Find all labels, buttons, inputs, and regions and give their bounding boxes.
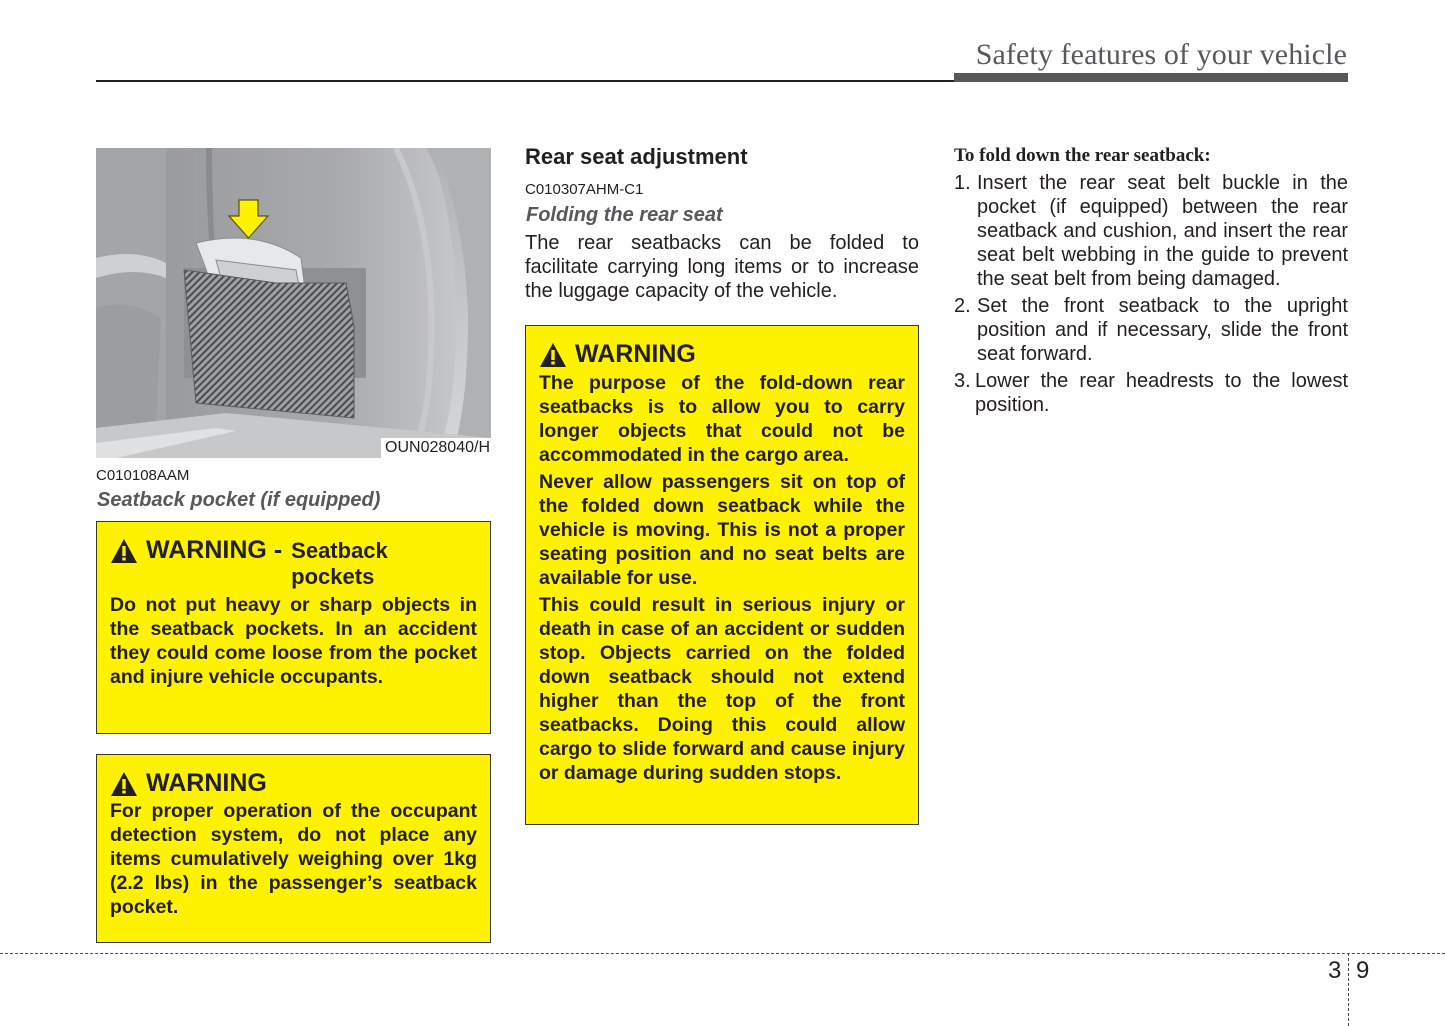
warning-subtitle: Seatback pockets [291,538,388,589]
warning-triangle-icon [110,538,138,564]
warning-paragraph: Do not put heavy or sharp objects in the seatback pockets. In an accident they could come loose from the pocket and injure vehicle occupants. [110,594,477,688]
procedure-title: To fold down the rear seatback: [954,145,1211,166]
section-code: C010307AHM-C1 [525,181,644,198]
section-body: The rear seatbacks can be folded to facilitate carrying long items or to increase the luggage capacity of the vehicle. [525,232,919,302]
warning-box-fold-down [525,325,919,825]
page-number: 9 [1356,957,1370,984]
warning-body [539,371,905,785]
procedure-step [954,369,1348,417]
step-number: 3. [954,370,971,392]
chapter-header-title: Safety features of your vehicle [975,38,1347,71]
header-accent-bar [954,73,1348,82]
warning-box-occupant-detection [96,754,491,943]
footer-dashed-rule [0,953,1445,954]
header-rule [96,80,956,82]
warning-heading [539,340,905,368]
warning-body [110,593,477,689]
warning-separator: - [273,536,283,564]
step-number: 2. [954,295,971,317]
procedure-steps [954,171,1348,417]
warning-paragraph: This could result in serious injury or death in case of an accident or sudden stop. Objects carried on the folded down seatback should not extend higher than the top of the front seatbacks. Doing this could allow cargo to slide forward and cause injury or damage during sudden stops. [539,594,905,784]
seatback-pocket-illustration [96,148,491,458]
step-text: Insert the rear seat belt buckle in the pocket (if equipped) between the rear seatback and cushion, and insert the rear seat belt webbing in the guide to prevent the seat belt from being damaged. [977,172,1348,290]
warning-paragraph: The purpose of the fold-down rear seatbacks is to allow you to carry longer objects that could not be accommodated in the cargo area. [539,372,905,466]
seatback-pocket-figure [96,148,491,458]
warning-label: WARNING [146,769,267,797]
section-code: C010108AAM [96,467,190,484]
warning-heading [110,536,477,590]
warning-body [110,799,477,919]
warning-label: WARNING [575,340,696,368]
step-number: 1. [954,172,971,194]
warning-triangle-icon [539,342,567,368]
step-text: Set the front seatback to the upright position and if necessary, slide the front seat forward. [977,295,1348,365]
warning-label: WARNING [146,536,267,564]
procedure-step [954,294,1348,366]
warning-heading [110,769,477,797]
footer-dashed-divider [1348,953,1349,1026]
warning-paragraph: Never allow passengers sit on top of the folded down seatback while the vehicle is moving. This is not a proper seating position and no seat belts are available for use. [539,471,905,589]
procedure-step [954,171,1348,291]
step-text: Lower the rear headrests to the lowest position. [975,370,1348,416]
warning-triangle-icon [110,771,138,797]
section-title: Rear seat adjustment [525,144,748,169]
section-subheading: Seatback pocket (if equipped) [97,489,381,511]
warning-paragraph: For proper operation of the occupant detection system, do not place any items cumulatively weighing over 1kg (2.2 lbs) in the passenger’s seatback pocket. [110,800,477,918]
figure-code: OUN028040/H [381,438,491,458]
section-subheading: Folding the rear seat [526,204,723,226]
page-chapter-number: 3 [1328,957,1342,984]
warning-box-seatback-pockets [96,521,491,734]
